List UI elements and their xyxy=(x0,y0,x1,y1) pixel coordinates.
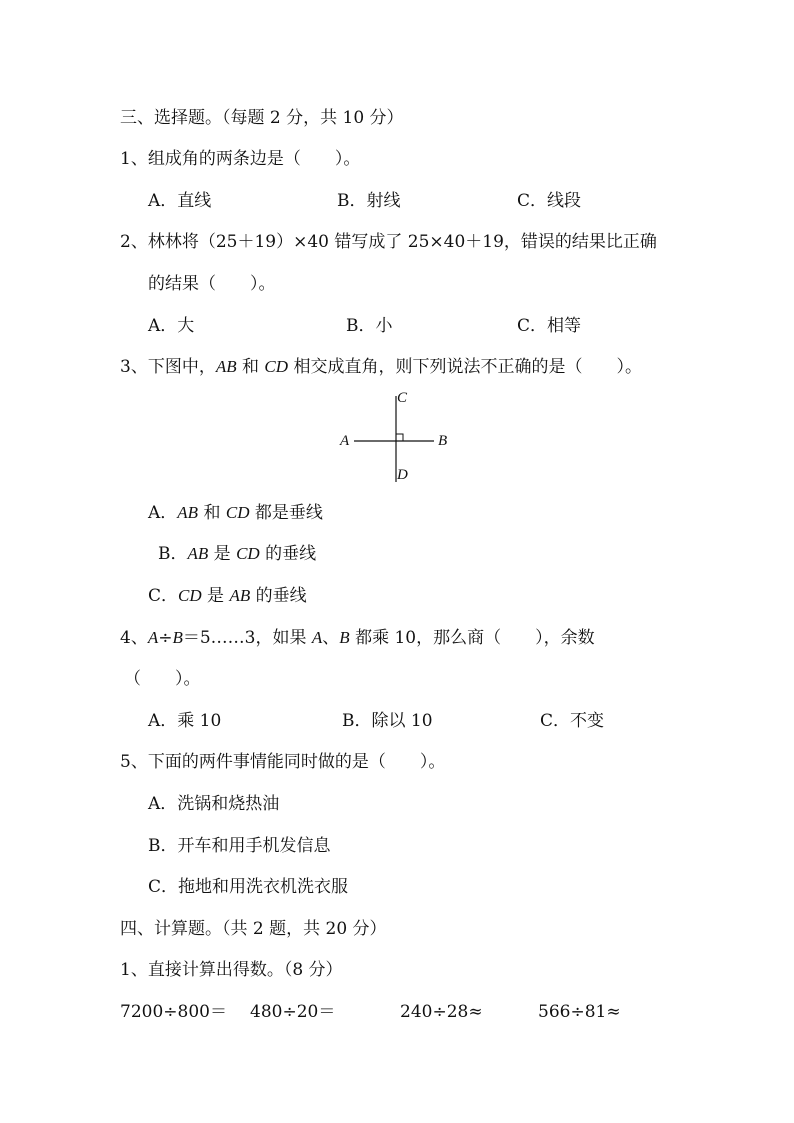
q2-stem-line1: 2、林林将（25＋19）×40 错写成了 25×40＋19，错误的结果比正确 xyxy=(120,232,657,252)
q4-option-b: B．除以 10 xyxy=(342,711,433,731)
point-label-b: B xyxy=(438,433,448,449)
calc-item-2: 480÷20＝ xyxy=(250,1002,336,1022)
s4-q1-stem: 1、直接计算出得数。（8 分） xyxy=(120,960,343,980)
q3-option-c: C．CD 是 AB 的垂线 xyxy=(148,586,307,606)
q2-option-c: C．相等 xyxy=(517,316,582,336)
q2-stem-line2: 的结果（ ）。 xyxy=(148,274,276,294)
q3-stem: 3、下图中，AB 和 CD 相交成直角，则下列说法不正确的是（ ）。 xyxy=(120,357,642,377)
calc-item-3: 240÷28≈ xyxy=(400,1002,483,1022)
section-3-heading: 三、选择题。（每题 2 分，共 10 分） xyxy=(120,108,404,128)
point-label-c: C xyxy=(397,390,408,406)
point-label-d: D xyxy=(397,467,408,483)
q5-stem: 5、下面的两件事情能同时做的是（ ）。 xyxy=(120,752,446,772)
q1-stem: 1、组成角的两条边是（ ）。 xyxy=(120,149,361,169)
q5-option-b: B．开车和用手机发信息 xyxy=(148,836,331,856)
q4-stem-line1: 4、A÷B＝5……3，如果 A、B 都乘 10，那么商（ ），余数 xyxy=(120,628,595,648)
q4-option-c: C．不变 xyxy=(540,711,605,731)
right-angle-mark xyxy=(396,434,403,441)
q5-option-a: A．洗锅和烧热油 xyxy=(148,794,280,814)
q3-option-a: A．AB 和 CD 都是垂线 xyxy=(148,503,323,523)
q4-stem-line2: （ ）。 xyxy=(124,669,201,689)
q2-option-a: A．大 xyxy=(148,316,195,336)
calc-item-4: 566÷81≈ xyxy=(538,1002,621,1022)
q1-option-b: B．射线 xyxy=(337,191,401,211)
q5-option-c: C．拖地和用洗衣机洗衣服 xyxy=(148,877,349,897)
q3-option-b: B．AB 是 CD 的垂线 xyxy=(158,544,317,564)
point-label-a: A xyxy=(340,433,350,449)
section-4-heading: 四、计算题。（共 2 题，共 20 分） xyxy=(120,919,387,939)
calc-item-1: 7200÷800＝ xyxy=(120,1002,227,1022)
q2-option-b: B．小 xyxy=(346,316,393,336)
q1-option-c: C．线段 xyxy=(517,191,582,211)
q4-option-a: A．乘 10 xyxy=(148,711,222,731)
q1-option-a: A．直线 xyxy=(148,191,212,211)
